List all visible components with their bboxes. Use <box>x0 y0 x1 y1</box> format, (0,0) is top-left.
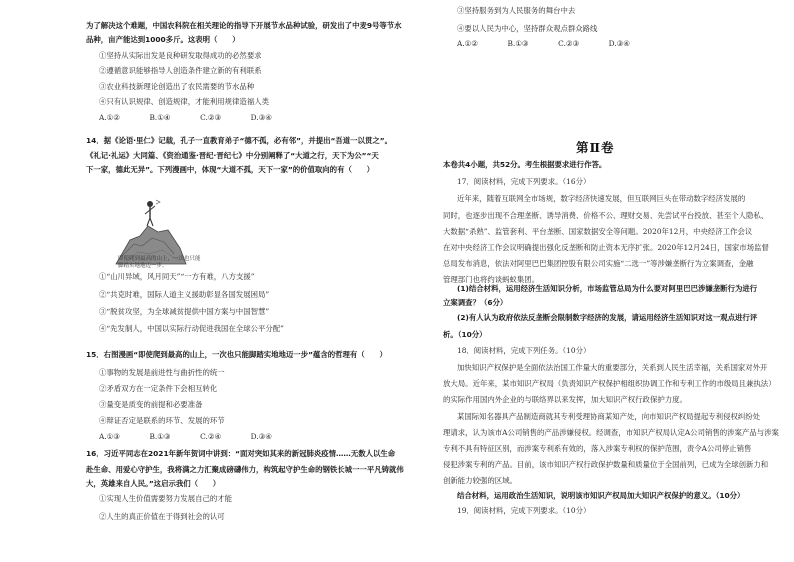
section-title: 第Ⅱ卷 <box>576 140 615 155</box>
right-line: 放大局。近年来，某市知识产权局（负责知识产权保护相组织协调工作和专利工作的市级局且兼执法） <box>443 379 776 388</box>
left-line: 14．据《论语·里仁》记载，孔子一直教育弟子“德不孤，必有邻”，并提出“吾道一以贯之”。 <box>86 136 392 145</box>
left-line: ④只有认识规律、创造规律，才能利用规律造福人类 <box>99 97 269 106</box>
left-line: ③农业科技新理论创造出了农民需要的节水品种 <box>99 82 255 91</box>
figure-caption-line-2: 脚踏实地地迈一步。 <box>118 263 168 269</box>
right-line: 管理部门也将约谈蚂蚁集团。 <box>443 275 540 284</box>
right-line: 侵犯涉案专利的产品。目前，该市知识产权行政保护数量和质量位于全国前列，已成为全球创新力和 <box>443 460 769 469</box>
left-line: ②矛盾双方在一定条件下会相互转化 <box>99 384 218 393</box>
right-line: 专利不具有特征区别，而涉案专利系有效的，落入涉案专利权的保护范围，责令A公司停止销售 <box>443 444 752 453</box>
right-line: 的实际作用国内外企业的与联络界以来发挥，加大知识产权行政保护力度。 <box>443 395 687 404</box>
right-line: 在对中央经济工作会议明确提出强化反垄断和防止资本无序扩张。2020年12月24日，国家市场监督 <box>443 243 769 252</box>
left-line: ②遵循意识能够指导人创造条件建立新的有利联系 <box>99 66 262 75</box>
left-line: 《礼记·礼运》大同篇、《资治通鉴·晋纪·晋纪七》中分别阐释了“大道之行，天下为公”“天 <box>86 151 379 160</box>
left-line: 为了解决这个难题，中国农科院在相关理论的指导下开展节水品种试验，研发出了中麦9号等节水 <box>86 21 402 30</box>
left-line: 16．习近平同志在2021年新年贺词中讲到：“面对突如其来的新冠肺炎疫情……无数人以生命 <box>86 449 396 458</box>
figure-caption-line-1: 即使爬到最高的山上，一次也只能 <box>118 256 201 262</box>
right-line: 立案调查？（6分） <box>443 298 508 307</box>
left-line: A.①③ B.①③ C.②④ D.③④ <box>99 432 272 441</box>
right-line: 理请求，认为该市A公司销售的产品涉嫌侵权。经调查，市知识产权局认定A公司销售的涉案产品与涉案 <box>443 428 779 437</box>
left-line: A.①② B.①④ C.②③ D.③④ <box>99 113 272 122</box>
left-line: 大，英雄来自人民。”这启示我们（ ） <box>86 479 221 488</box>
left-line: 赴生命、用爱心守护生，我将满之力汇聚成磅礴伟力，构筑起守护生命的钢铁长城一一平凡铸就伟 <box>86 465 404 474</box>
left-line: 品种，亩产能达到1000多斤。这表明（ ） <box>86 35 240 44</box>
left-line: ④辩证否定是联系的环节、发展的环节 <box>99 416 225 425</box>
left-line: ①“山川异域，风月同天”“一方有难，八方支援” <box>99 272 255 281</box>
left-line: ①事物的发展是前进性与曲折性的统一 <box>99 368 225 377</box>
right-line: 18．阅读材料，完成下列任务。（10分） <box>457 346 591 355</box>
left-line: ③量变是质变的前提和必要准备 <box>99 400 203 409</box>
right-line: 析。（10分） <box>443 330 487 339</box>
right-line: (1)结合材料，运用经济生活知识分析，市场监管总局为什么要对阿里巴巴涉嫌垄断行为进行 <box>457 284 758 293</box>
left-line: ②“共克时难，国际人道主义援助彰显各国发展困局” <box>99 290 270 299</box>
figure-caption <box>118 256 201 270</box>
right-line: ④要以人民为中心，坚持群众观点群众路线 <box>457 24 598 33</box>
right-line: A.①② B.①③ C.②③ D.③④ <box>457 39 630 48</box>
right-line: 结合材料，运用政治生活知识，说明该市知识产权局加大知识产权保护的意义。（10分） <box>457 491 745 500</box>
left-line: ①坚持从实际出发是良种研发取得成功的必然要求 <box>99 51 262 60</box>
right-line: 19．阅读材料，完成下列要求。（10分） <box>457 506 591 515</box>
right-line: 创新能力较强的区域。 <box>443 476 517 485</box>
left-line: ④“先发制人，中国以实际行动促进我国在全球公平分配” <box>99 324 284 333</box>
right-line: (2)有人认为政府依法反垄断会限制数字经济的发展，请运用经济生活知识对这一观点进行评 <box>457 313 758 322</box>
right-line: 加快知识产权保护是全面依法治国工作量大的重要部分，关系到人民生活幸福，关系国家对外开 <box>457 363 768 372</box>
right-line: 某国际知名器具产品制造商就其专利受理协商某知产处，向市知识产权局提起专利侵权纠纷处 <box>457 412 761 421</box>
right-line: 大数据“杀熟”、监管套利、平台垄断、国家数据安全等问题。2020年12月，中央经济工作会议 <box>443 227 753 236</box>
left-line: ①实现人生价值需要努力发展自己的才能 <box>99 494 233 503</box>
right-line: ③坚持服务到为人民服务的舞台中去 <box>457 6 576 15</box>
right-line: 本卷共4小题，共52分。考生根据要求进行作答。 <box>443 160 607 169</box>
left-line: 15．右图漫画“即使爬到最高的山上，一次也只能脚踏实地地迈一步”蕴含的哲理有（ ） <box>86 350 387 359</box>
right-line: 同时，也逐步出现不合理垄断、诱导消费、价格不公、理财交易、先尝试平台投放、甚至个人隐私、 <box>443 211 769 220</box>
left-line: 下一家，德此无异”。下列漫画中，体现“大道不孤，天下一家”的价值取向的有（ ） <box>86 165 375 174</box>
right-line: 近年来，随着互联网全市场规，数字经济快速发展，但互联网巨头在带动数字经济发展的 <box>457 194 746 203</box>
left-line: ③“脱贫攻坚，为全球减贫提供中国方案与中国智慧” <box>99 307 270 316</box>
left-line: ②人生的真正价值在于得到社会的认可 <box>99 512 225 521</box>
right-line: 总局发布消息，依法对阿里巴巴集团控股有限公司实施“二选一”等涉嫌垄断行为立案调查，金融 <box>443 259 754 268</box>
right-line: 17．阅读材料，完成下列要求。（16分） <box>457 177 591 186</box>
